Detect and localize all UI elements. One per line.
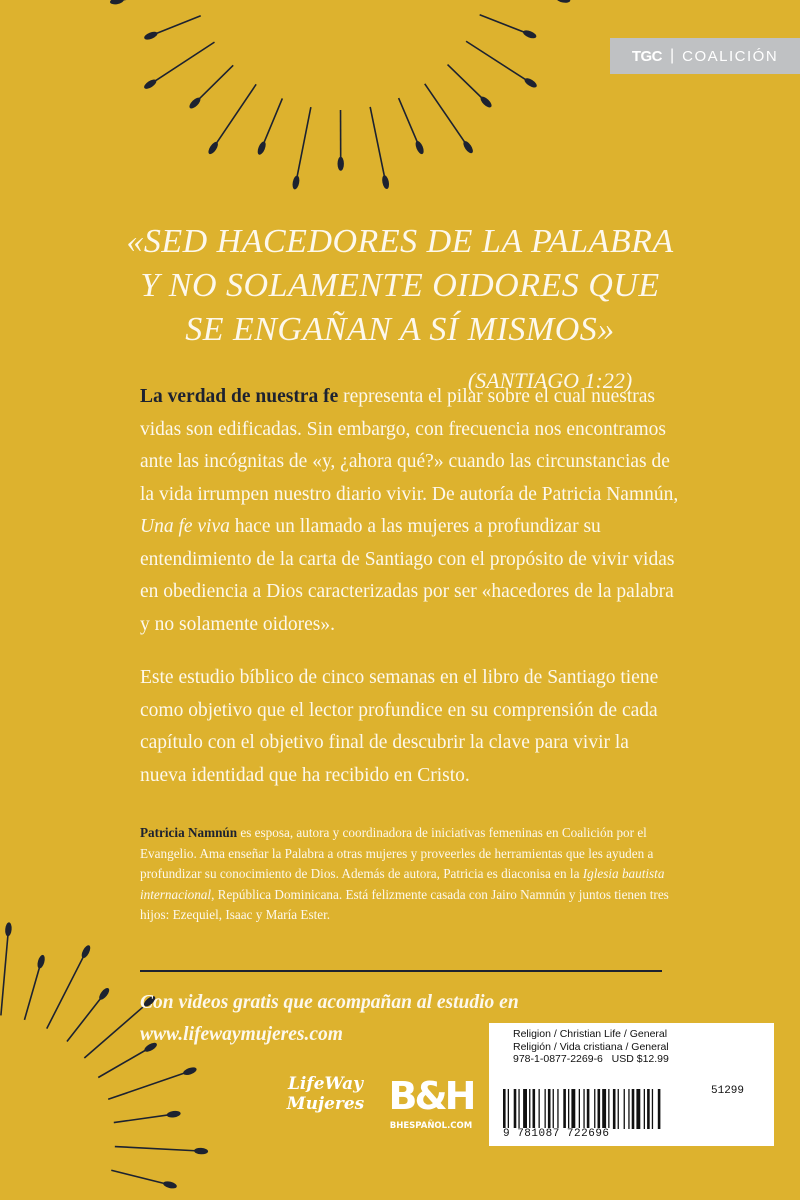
sun-ray <box>115 1147 205 1152</box>
description-text: hace un llamado a las mujeres a profundizar su entendimiento de la carta de Santiago con el propósito de vivir vidas en obediencia a Dios caracterizadas por ser «hacedores de la palabra y no solamente oidores». <box>140 516 675 635</box>
barcode-bar <box>624 1089 625 1129</box>
sun-ray-tip <box>109 0 124 5</box>
quote-reference: (SANTIAGO 1:22) <box>467 368 633 393</box>
sun-ray-tip <box>337 157 343 171</box>
barcode-digits: 9 781087 722696 <box>503 1128 610 1140</box>
sun-ray-tip <box>556 0 571 4</box>
sun-ray-tip <box>523 76 538 89</box>
sun-ray <box>370 107 386 185</box>
barcode-bar <box>602 1089 606 1129</box>
description-paragraph-2: Este estudio bíblico de cinco semanas en el libro de Santiago tiene como objetivo que el lector profundice en su comprensión de cada capítulo con el objetivo final de descubrir la clave para vivir la nueva identidad que ha recibido en Cristo. <box>140 667 659 786</box>
price-code: 51299 <box>711 1085 745 1097</box>
barcode-bar <box>647 1089 650 1129</box>
sun-ray-tip <box>291 175 300 190</box>
scripture-quote <box>0 220 800 396</box>
barcode-bar <box>503 1089 506 1129</box>
quote-line: SE ENGAÑAN A SÍ MISMOS» <box>185 311 615 348</box>
sun-ray-tip <box>143 30 158 41</box>
bh-url: BHESPAÑOL.COM <box>389 1121 473 1131</box>
publisher-tag <box>610 38 800 74</box>
barcode-bar <box>587 1089 590 1129</box>
bottom-sun-rays <box>1 922 208 1190</box>
promo-line: Con videos gratis que acompañan al estudio en <box>140 992 519 1013</box>
bh-logo <box>386 1076 476 1132</box>
divider <box>140 970 662 972</box>
bio-text: , República Dominicana. Está felizmente casada con Jairo Namnún y juntos tienen tres hijos: Ezequiel, Isaac y María Ester. <box>140 886 669 922</box>
description-lead: La verdad de nuestra fe <box>140 386 339 407</box>
author-name: Patricia Namnún <box>140 825 238 840</box>
barcode-bar <box>594 1089 595 1129</box>
sun-ray-tip <box>414 140 425 155</box>
sun-ray <box>295 107 311 185</box>
sun-ray-tip <box>162 1180 177 1190</box>
barcode-bar <box>508 1089 509 1129</box>
sun-ray-tip <box>166 1110 181 1118</box>
barcode-bar <box>583 1089 584 1129</box>
barcode-bar <box>529 1089 530 1129</box>
barcode-bar <box>523 1089 527 1129</box>
category-spanish: Religión / Vida cristiana / General <box>513 1040 669 1053</box>
barcode-meta <box>513 1028 669 1066</box>
barcode-bar <box>571 1089 575 1129</box>
barcode-bar <box>514 1089 517 1129</box>
sun-ray <box>114 0 193 2</box>
barcode-bar <box>518 1089 519 1129</box>
sun-ray-tip <box>194 1148 208 1155</box>
barcode-bar <box>608 1089 609 1129</box>
barcode-bar <box>568 1089 569 1129</box>
top-sun-rays <box>109 0 570 190</box>
sun-ray <box>108 1070 193 1099</box>
barcode-bar <box>628 1089 629 1129</box>
barcode-bar <box>539 1089 540 1129</box>
publisher-brand: TGC <box>631 47 662 65</box>
lifeway-mujeres-logo <box>283 1074 368 1114</box>
sun-ray <box>47 948 88 1028</box>
lifeway-logo-line2: Mujeres <box>286 1094 365 1114</box>
barcode-box <box>489 1023 774 1146</box>
church-name: Iglesia bautista internacional <box>140 866 665 902</box>
barcode-bar <box>598 1089 601 1129</box>
sun-ray <box>466 41 533 84</box>
author-bio <box>140 823 670 926</box>
promo-url: www.lifewaymujeres.com <box>140 1024 343 1045</box>
sun-ray <box>148 42 215 86</box>
barcode-bar <box>613 1089 616 1129</box>
book-title: Una fe viva <box>140 516 230 537</box>
sun-ray <box>1 926 9 1016</box>
barcode-bar <box>579 1089 580 1129</box>
barcode-bar <box>636 1089 640 1129</box>
lifeway-logo-line1: LifeWay <box>287 1074 364 1094</box>
barcode-bar <box>548 1089 551 1129</box>
book-description <box>140 381 680 792</box>
quote-line: Y NO SOLAMENTE OIDORES QUE <box>140 267 660 304</box>
quote-line: «SED HACEDORES DE LA PALABRA <box>126 223 674 260</box>
barcode-bar <box>563 1089 566 1129</box>
sun-ray-tip <box>182 1066 197 1077</box>
barcode-bar <box>658 1089 661 1129</box>
sun-ray-tip <box>143 78 158 91</box>
sun-ray-tip <box>80 944 92 959</box>
description-text: representa el pilar sobre el cual nuestras vidas son edificadas. Sin embargo, con frecuencia nos encontramos ante las incógnitas de «y, ¿ahora qué?» cuando las circunstancias de la vida irrumpen nuestro diario vivir. De autoría de Patricia Namnún, <box>140 386 679 505</box>
sun-ray-tip <box>522 29 537 40</box>
sun-ray-tip <box>256 140 267 155</box>
barcode-bar <box>553 1089 554 1129</box>
sun-ray-tip <box>5 922 13 937</box>
sun-ray <box>425 84 470 150</box>
bh-mark: B&H <box>388 1074 474 1118</box>
description-paragraph-1 <box>140 381 680 641</box>
barcode-bar <box>644 1089 645 1129</box>
sun-ray-tip <box>381 175 390 190</box>
barcode-bar <box>557 1089 558 1129</box>
sun-ray-tip <box>36 954 46 969</box>
sun-ray-tip <box>462 140 475 155</box>
sun-ray-tip <box>207 140 220 155</box>
bio-text: es esposa, autora y coordinadora de iniciativas femeninas en Coalición por el Evangelio. Ama enseñar la Palabra a otras mujeres y proveerles de herramientas que les ayuden a profundizar su conocimiento de Dios. Además de autora, Patricia es diaconisa en la <box>140 825 654 881</box>
publisher-name: COALICIÓN <box>682 47 779 65</box>
barcode-bar <box>632 1089 635 1129</box>
category-english: Religion / Christian Life / General <box>513 1028 668 1040</box>
publisher-separator: | <box>670 47 675 64</box>
barcode-bar <box>545 1089 546 1129</box>
barcode-bar <box>652 1089 653 1129</box>
isbn-price: 978-1-0877-2269-6 USD $12.99 <box>513 1053 669 1065</box>
barcode-bar <box>618 1089 619 1129</box>
sun-ray <box>211 84 256 150</box>
barcode-bar <box>533 1089 536 1129</box>
